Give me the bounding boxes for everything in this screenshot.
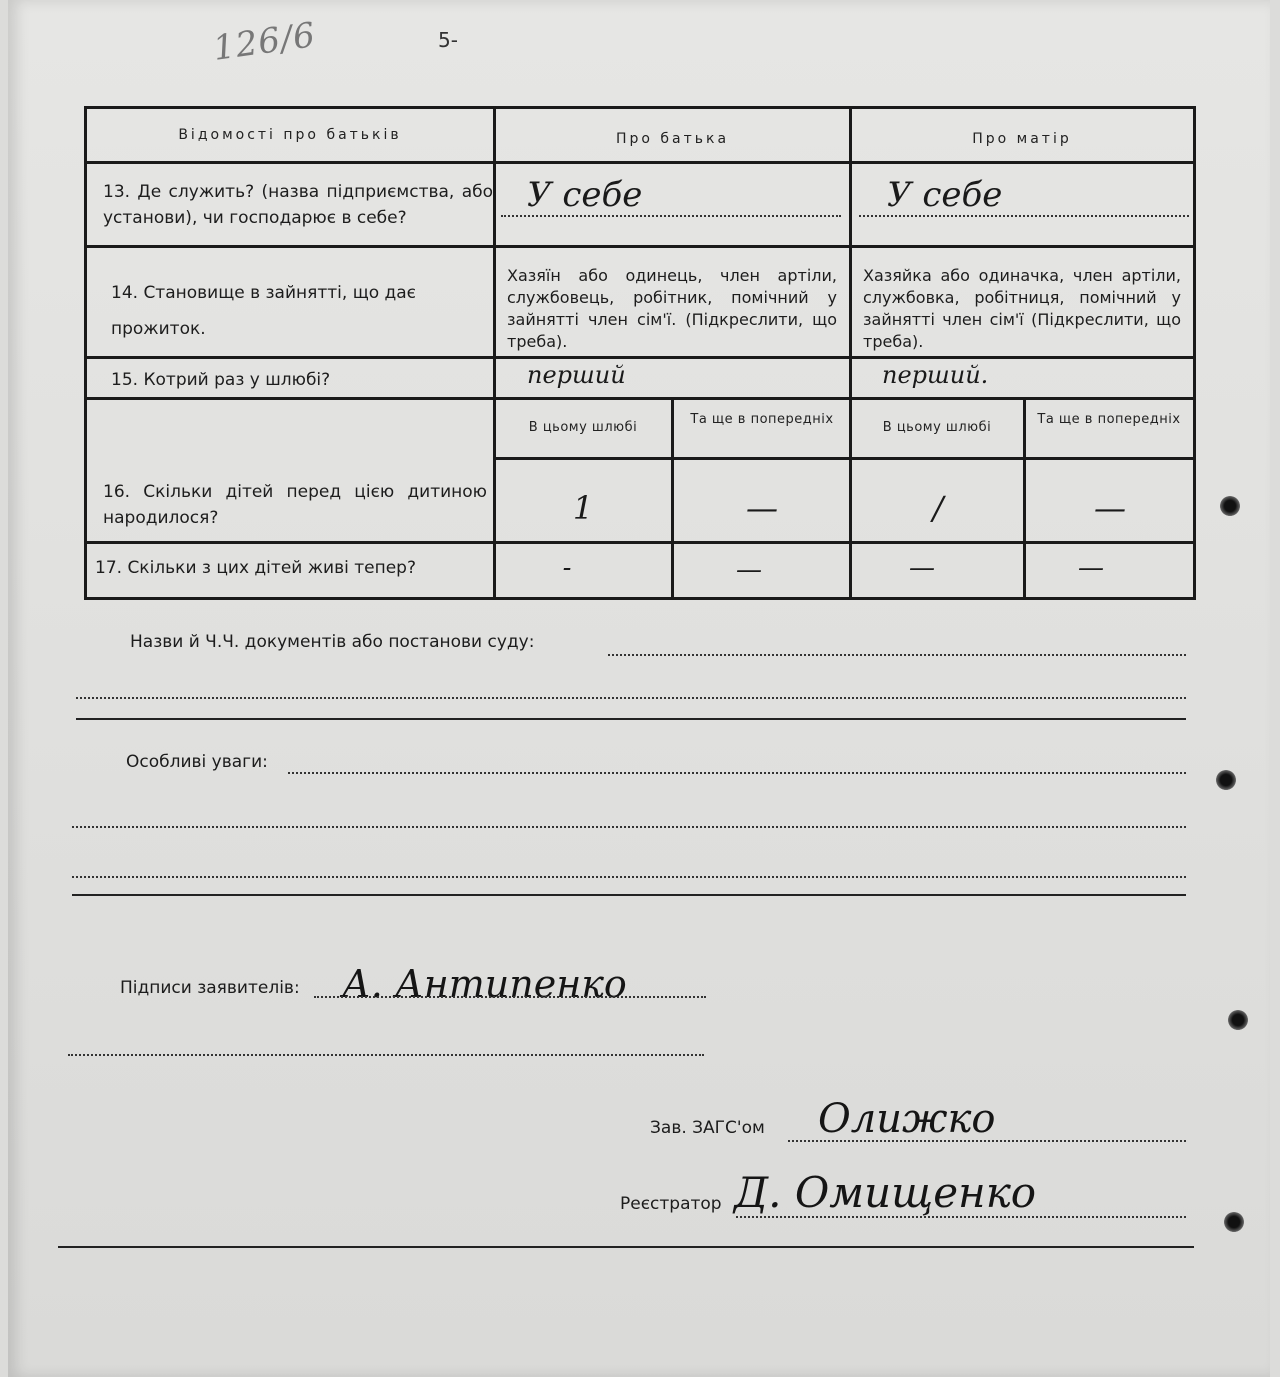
table-hline <box>87 161 1193 164</box>
subheader-mother-this: В цьому шлюбі <box>882 420 992 435</box>
notes-dotline-3 <box>72 876 1186 878</box>
header-section: Відомості про батьків <box>178 127 402 143</box>
q13-mother-dotline <box>859 215 1189 217</box>
registrar-label: Реєстратор <box>620 1194 722 1214</box>
subheader-father-previous: Та ще в попередніх <box>690 412 834 427</box>
header-father: Про батька <box>615 131 730 147</box>
head-signature: Олижко <box>818 1096 996 1142</box>
notes-label: Особливі уваги: <box>126 752 268 772</box>
binder-hole <box>1224 1212 1244 1232</box>
notes-dotline-2 <box>72 826 1186 828</box>
q17-mother-previous: — <box>1078 553 1104 583</box>
documents-label: Назви й Ч.Ч. документів або постанови суду: <box>130 632 535 652</box>
corner-note: 126/6 <box>210 15 319 69</box>
head-dotline <box>788 1140 1186 1142</box>
subheader-mother-previous: Та ще в попередніх <box>1037 412 1181 427</box>
binder-hole <box>1228 1010 1248 1030</box>
q17-mother-this: — <box>909 553 935 583</box>
q16-label: 16. Скільки дітей перед цією дитиною народилося? <box>103 482 487 528</box>
q15-mother-answer: перший. <box>882 361 989 389</box>
notes-underline <box>72 894 1186 896</box>
q16-father-previous: — <box>746 489 778 527</box>
head-label: Зав. ЗАГС'ом <box>650 1118 765 1138</box>
parents-info-table <box>84 106 1196 600</box>
applicants-dotline-2 <box>68 1054 704 1056</box>
top-mark: 5- <box>438 28 458 52</box>
q14-mother-options: Хазяйка або одиначка, член артіли, службовка, робітниця, помічний у зайнятті член сім'ї (Підкреслити, що треба). <box>863 266 1181 351</box>
q15-father-answer: перший <box>527 361 626 389</box>
q14-label: 14. Становище в зайнятті, що дає прожиток. <box>111 283 417 339</box>
q17-father-this: - <box>562 553 572 583</box>
q17-label: 17. Скільки з цих дітей живі тепер? <box>95 558 416 578</box>
binder-hole <box>1216 770 1236 790</box>
q15-label: 15. Котрий раз у шлюбі? <box>111 370 331 390</box>
table-hline <box>495 457 1193 460</box>
q13-father-dotline <box>501 215 841 217</box>
documents-underline <box>76 718 1186 720</box>
notes-dotline <box>288 772 1186 774</box>
table-hline <box>87 397 1193 400</box>
documents-dotline-2 <box>76 697 1186 699</box>
q13-mother-answer: У себе <box>887 175 1003 215</box>
q13-father-answer: У себе <box>527 175 643 215</box>
applicants-signature: А. Антипенко <box>342 962 627 1006</box>
q17-father-previous: — <box>736 555 762 585</box>
q16-father-this: 1 <box>572 489 594 527</box>
q16-mother-this: / <box>932 489 944 527</box>
q14-father-options: Хазяїн або одинець, член артіли, службовець, робітник, помічний у зайнятті член сім'ї. (Підкреслити, що треба). <box>507 266 837 351</box>
registrar-dotline <box>736 1216 1186 1218</box>
q13-label: 13. Де служить? (назва підприємства, або установи), чи господарює в себе? <box>103 182 493 228</box>
table-hline <box>87 245 1193 248</box>
applicants-label: Підписи заявителів: <box>120 978 300 998</box>
document-page <box>8 0 1270 1377</box>
subheader-father-this: В цьому шлюбі <box>528 420 638 435</box>
q16-mother-previous: — <box>1094 489 1126 527</box>
table-hline <box>87 356 1193 359</box>
applicants-dotline <box>314 996 706 998</box>
header-mother: Про матір <box>972 131 1072 147</box>
binder-hole <box>1220 496 1240 516</box>
table-hline <box>87 541 1193 544</box>
documents-dotline <box>608 654 1186 656</box>
registrar-signature: Д. Омищенко <box>734 1168 1037 1217</box>
page-bottom-rule <box>58 1246 1194 1248</box>
